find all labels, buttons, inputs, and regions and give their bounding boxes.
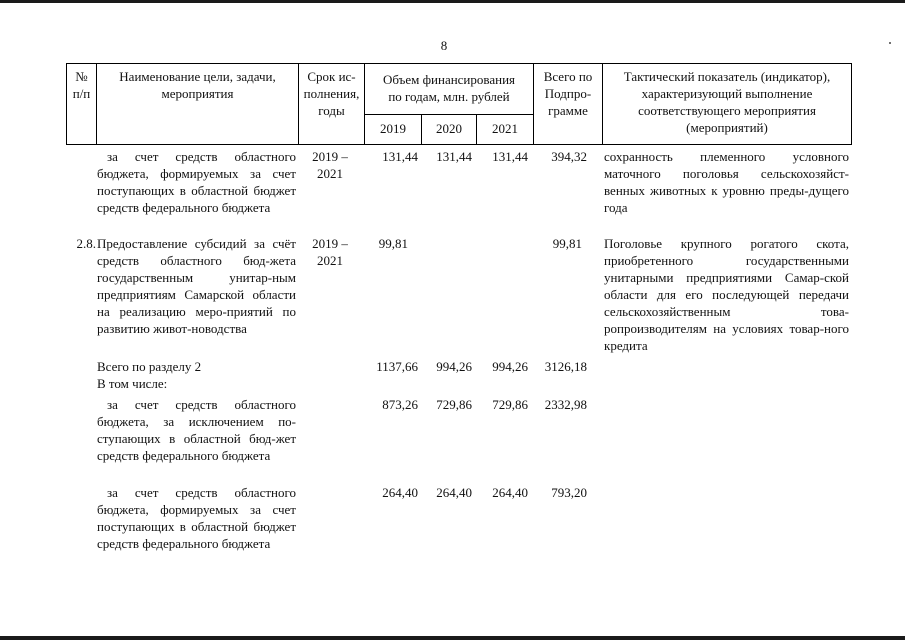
header-year-2020: 2020 <box>436 121 462 136</box>
header-no: № п/п <box>72 69 91 101</box>
row-1-2019: 131,44 <box>382 149 418 164</box>
row-4-name: В том числе: <box>97 376 168 391</box>
row-1-name: за счет средств областного бюджета, формируемых за счет поступающих в областной бюджет средств федерального бюджета <box>97 149 296 215</box>
page-number: 8 <box>440 38 448 53</box>
row-1-2021: 131,44 <box>492 149 528 164</box>
row-3-total: 3126,18 <box>544 359 587 374</box>
row-3-2019: 1137,66 <box>376 359 418 374</box>
row-5-total: 2332,98 <box>544 397 587 412</box>
row-3-2021: 994,26 <box>492 359 528 374</box>
scan-edge-bottom <box>0 636 905 640</box>
row-5-name: за счет средств областного бюджета, за исключением по-ступающих в областной бюд-жет средств федерального бюджета <box>97 397 296 463</box>
table-header <box>66 63 852 145</box>
row-6-name: за счет средств областного бюджета, формируемых за счет поступающих в областной бюджет средств федерального бюджета <box>97 485 296 551</box>
row-6-2019: 264,40 <box>382 485 418 500</box>
header-year-2019: 2019 <box>380 121 406 136</box>
header-funding: Объем финансирования по годам, млн. рублей <box>382 72 516 104</box>
row-5-2019: 873,26 <box>382 397 418 412</box>
header-term: Срок ис- полнения, годы <box>303 69 360 118</box>
row-1-total: 394,32 <box>551 149 587 164</box>
scan-speck <box>889 42 891 44</box>
row-5-2021: 729,86 <box>492 397 528 412</box>
row-6-2020: 264,40 <box>436 485 472 500</box>
row-6-total: 793,20 <box>551 485 587 500</box>
row-5-2020: 729,86 <box>436 397 472 412</box>
header-name: Наименование цели, задачи, мероприятия <box>119 69 276 101</box>
row-2-indicator: Поголовье крупного рогатого скота, приобретенного государственными унитарными предприятиями Самар-ской области для его последующей передачи сельскохозяйственным това-ропроизводителям на условиях товар-ного кредита <box>604 236 849 353</box>
row-2-name: Предоставление субсидий за счёт средств областного бюд-жета государственным унитар-ным предприятиям Самарской области на реализацию меро-приятий по развитию живот-новодства <box>97 236 296 336</box>
row-3-2020: 994,26 <box>436 359 472 374</box>
header-indicator: Тактический показатель (индикатор), характеризующий выполнение соответствующего мероприятия (мероприятий) <box>623 69 831 135</box>
row-1-term: 2019 – 2021 <box>312 149 348 181</box>
row-2-2019: 99,81 <box>378 236 408 251</box>
row-2-total: 99,81 <box>552 236 582 251</box>
scan-edge-top <box>0 0 905 3</box>
header-year-2021: 2021 <box>492 121 518 136</box>
row-2-no: 2.8. <box>76 236 96 251</box>
row-1-indicator: сохранность племенного условного маточного поголовья сельскохозяйст-венных животных к уровню преды-дущего года <box>604 149 849 215</box>
row-6-2021: 264,40 <box>492 485 528 500</box>
row-2-term: 2019 – 2021 <box>312 236 348 268</box>
row-3-name: Всего по разделу 2 <box>97 359 202 374</box>
row-1-2020: 131,44 <box>436 149 472 164</box>
header-total: Всего по Подпро- грaмме <box>543 69 593 118</box>
